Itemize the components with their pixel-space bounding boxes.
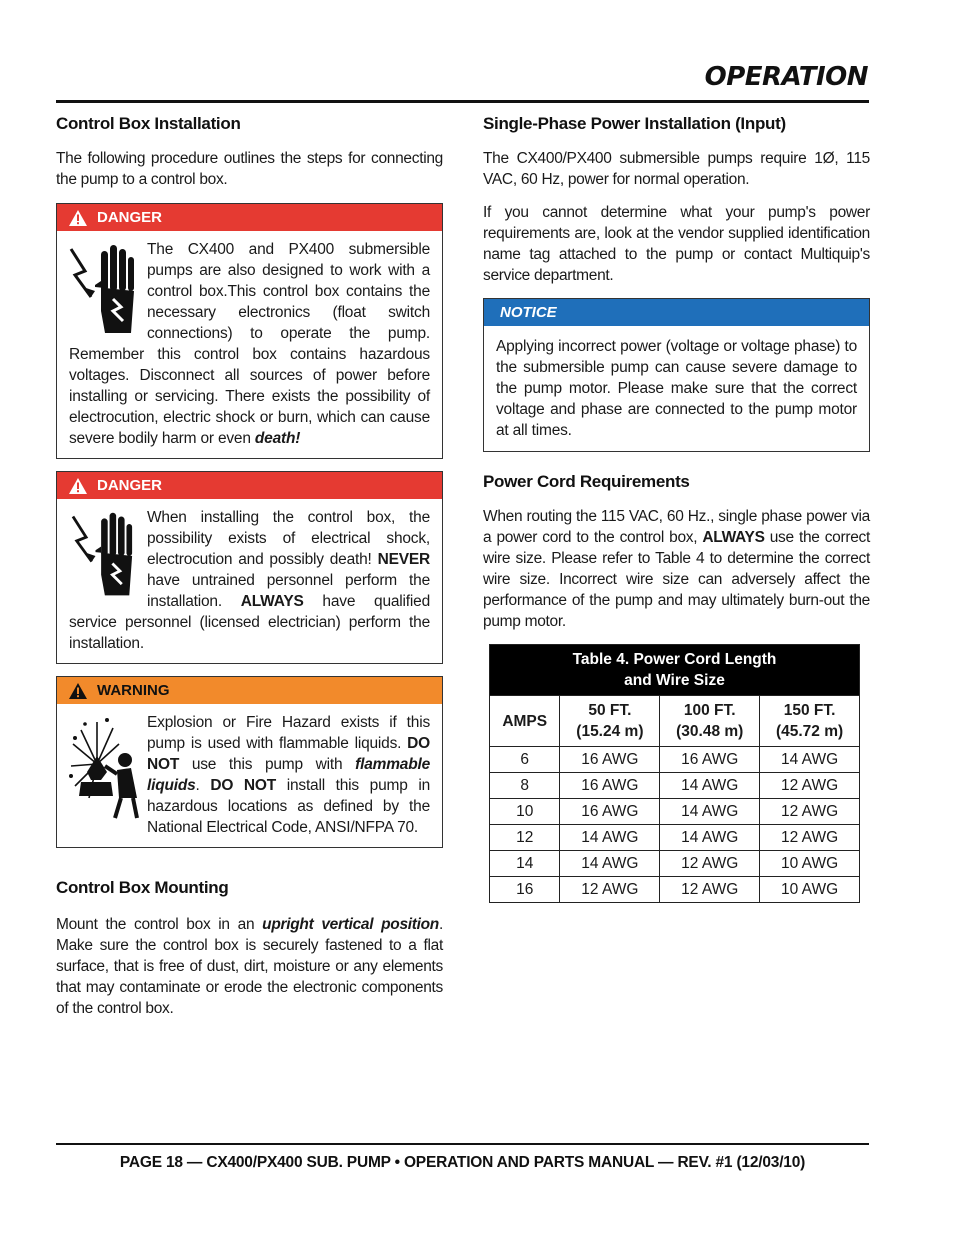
table-header-row (490, 696, 860, 747)
table-cell: 12 AWG (760, 799, 860, 825)
danger-alert-2 (56, 471, 443, 664)
electric-shock-hand-icon (65, 509, 141, 601)
table-cell: 16 (490, 877, 560, 903)
col-header-150ft: 150 FT. (45.72 m) (760, 696, 860, 747)
control-box-installation-intro: The following procedure outlines the steps for connecting the pump to a control box. (56, 150, 443, 188)
table-row (490, 799, 860, 825)
table-cell: 12 AWG (660, 851, 760, 877)
table-row (490, 747, 860, 773)
table-cell: 12 (490, 825, 560, 851)
power-cord-table (489, 644, 860, 903)
danger-label: DANGER (97, 477, 163, 494)
header-rule (56, 100, 869, 103)
table-caption: Table 4. Power Cord Length and Wire Size (490, 645, 860, 696)
page-title: OPERATION (704, 62, 868, 92)
table-cell: 16 AWG (660, 747, 760, 773)
table-cell: 12 AWG (560, 877, 660, 903)
single-phase-p2: If you cannot determine what your pump's power requirements are, look at the vendor supplied identification name tag attached to the pump or contact Multiquip's service department. (483, 204, 870, 284)
table-caption-row (490, 645, 860, 696)
danger-text: The CX400 and PX400 submersible pumps are also designed to work with a control box.This control box contains the necessary electronics (float switch connections) to operate the pump. Remember this control box contains hazardous voltages. Disconnect all sources of power before installing or servicing. There exists the possibility of electrocution, electric shock or burn, which can cause severe bodily harm or even (69, 241, 430, 447)
table-cell: 14 AWG (560, 825, 660, 851)
control-box-mounting-heading: Control Box Mounting (56, 878, 229, 897)
table-cell: 12 AWG (660, 877, 760, 903)
table-cell: 12 AWG (760, 773, 860, 799)
electric-shock-hand-icon (65, 241, 141, 339)
table-row (490, 825, 860, 851)
table-cell: 12 AWG (760, 825, 860, 851)
table-cell: 16 AWG (560, 773, 660, 799)
col-header-100ft: 100 FT. (30.48 m) (660, 696, 760, 747)
col-header-50ft: 50 FT. (15.24 m) (560, 696, 660, 747)
warning-header (57, 677, 442, 704)
warning-triangle-icon (69, 210, 87, 226)
table-cell: 16 AWG (560, 747, 660, 773)
warning-triangle-icon (69, 683, 87, 699)
notice-header (484, 299, 869, 326)
table-cell: 16 AWG (560, 799, 660, 825)
explosion-fire-icon (67, 714, 143, 824)
danger-body (57, 231, 442, 458)
col-header-amps: AMPS (490, 696, 560, 747)
footer-rule (56, 1143, 869, 1145)
power-cord-heading: Power Cord Requirements (483, 472, 690, 491)
right-column (483, 114, 870, 903)
table-cell: 10 (490, 799, 560, 825)
danger-body: When installing the control box, the possibility exists of electrical shock, electrocution and possibly death! NEVER have untrained personnel perform the installation. ALWAYS have qualified service personnel (licensed electrician) perform the installation. (57, 499, 442, 663)
page-footer: PAGE 18 — CX400/PX400 SUB. PUMP • OPERATION AND PARTS MANUAL — REV. #1 (12/03/10) (119, 1154, 806, 1171)
warning-label: WARNING (97, 682, 170, 699)
notice-label: NOTICE (500, 304, 557, 321)
table-row (490, 877, 860, 903)
table-cell: 8 (490, 773, 560, 799)
danger-header (57, 472, 442, 499)
notice-alert (483, 298, 870, 452)
table-cell: 14 AWG (660, 773, 760, 799)
danger-header (57, 204, 442, 231)
warning-alert (56, 676, 443, 848)
control-box-mounting-text: Mount the control box in an upright vertical position. Make sure the control box is securely fastened to a flat surface, that is free of dust, dirt, moisture or any elements that may contaminate or erode the electronic components of the control box. (56, 916, 443, 1017)
table-cell: 14 AWG (660, 825, 760, 851)
warning-triangle-icon (69, 478, 87, 494)
single-phase-p1: The CX400/PX400 submersible pumps require 1Ø, 115 VAC, 60 Hz, power for normal operation. (483, 150, 870, 188)
notice-text: Applying incorrect power (voltage or voltage phase) to the submersible pump can cause severe damage to the pump motor. Please make sure that the correct voltage and phase are connected to the pump motor at all times. (496, 338, 857, 439)
table-cell: 10 AWG (760, 877, 860, 903)
single-phase-heading: Single-Phase Power Installation (Input) (483, 114, 786, 133)
table-cell: 14 AWG (560, 851, 660, 877)
control-box-installation-heading: Control Box Installation (56, 114, 241, 133)
left-column (56, 114, 443, 1031)
danger-label: DANGER (97, 209, 163, 226)
warning-body: Explosion or Fire Hazard exists if this pump is used with flammable liquids. DO NOT use this pump with flammable liquids. DO NOT install this pump in hazardous locations as defined by the National Electrical Code, ANSI/NFPA 70. (57, 704, 442, 847)
table-cell: 14 AWG (760, 747, 860, 773)
table-cell: 6 (490, 747, 560, 773)
danger-alert-1 (56, 203, 443, 459)
table-cell: 14 AWG (660, 799, 760, 825)
table-cell: 10 AWG (760, 851, 860, 877)
table-row (490, 773, 860, 799)
table-cell: 14 (490, 851, 560, 877)
power-cord-text: When routing the 115 VAC, 60 Hz., single phase power via a power cord to the control box, ALWAYS use the correct wire size. Please refer to Table 4 to determine the correct wire size. Incorrect wire size can adversely affect the performance of the pump and may ultimately burn-out the pump motor. (483, 508, 870, 630)
table-row (490, 851, 860, 877)
danger-emphasis: death! (254, 430, 301, 447)
